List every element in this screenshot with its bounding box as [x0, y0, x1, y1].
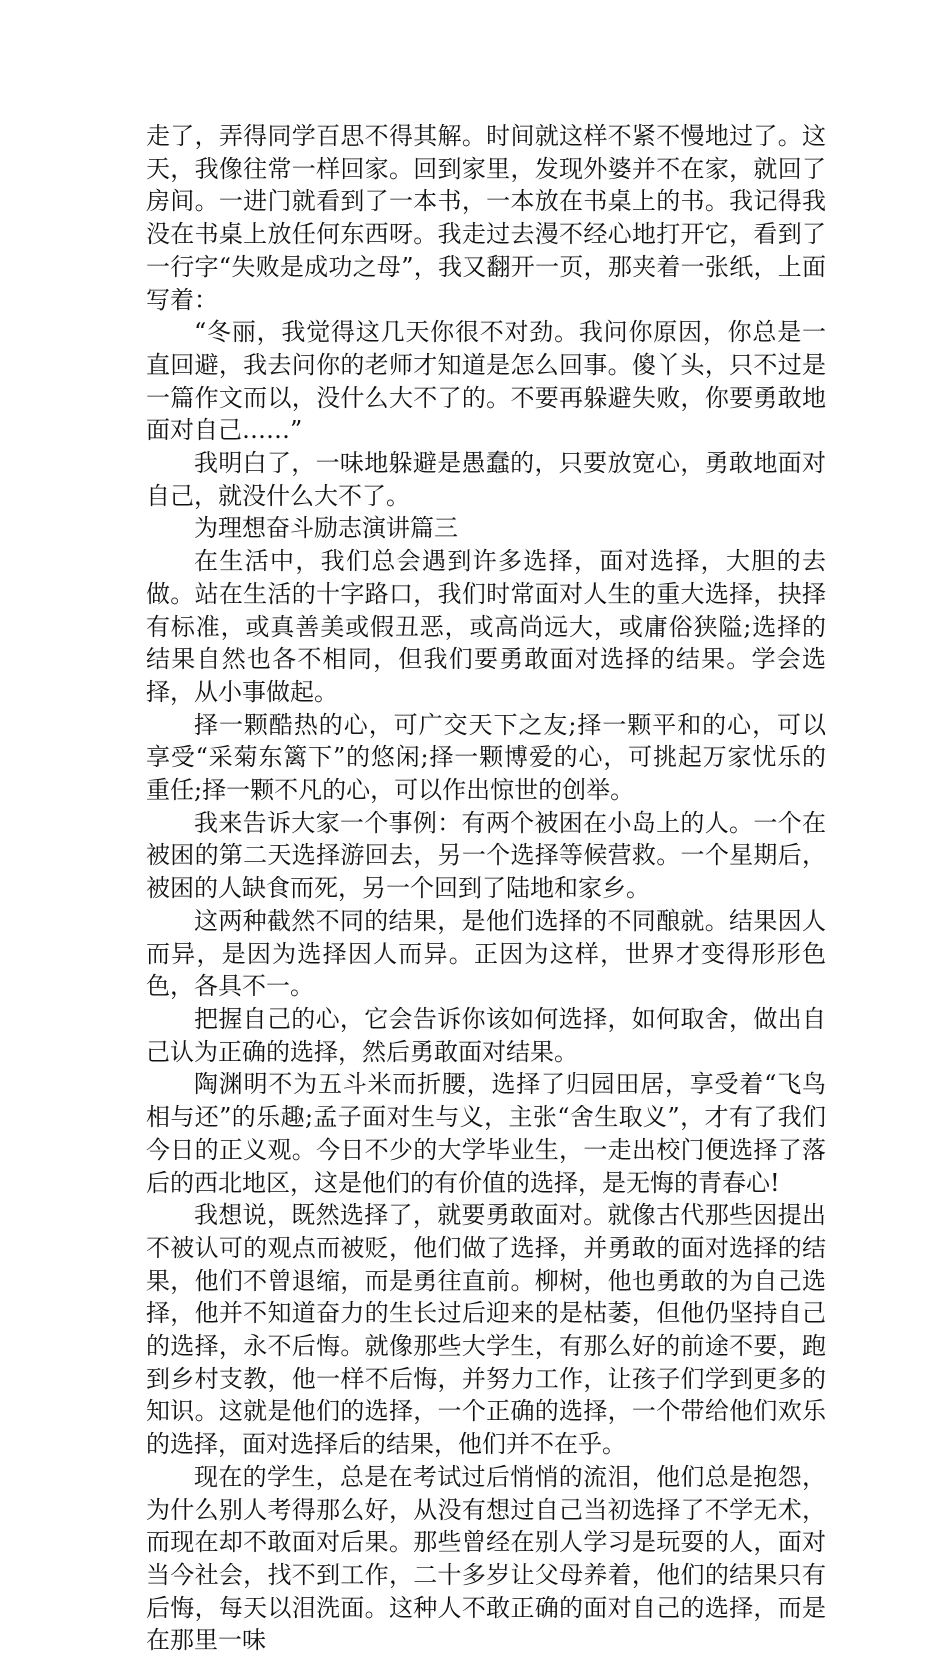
- paragraph: 择一颗酷热的心，可广交天下之友;择一颗平和的心，可以享受“采菊东篱下”的悠闲;择一颗博爱的心，可挑起万家忧乐的重任;择一颗不凡的心，可以作出惊世的创举。: [146, 710, 826, 805]
- paragraph: 走了，弄得同学百思不得其解。时间就这样不紧不慢地过了。这天，我像往常一样回家。回到家里，发现外婆并不在家，就回了房间。一进门就看到了一本书，一本放在书桌上的书。我记得我没在书桌上放任何东西呀。我走过去漫不经心地打开它，看到了一行字“失败是成功之母”，我又翻开一页，那夹着一张纸，上面写着：: [146, 122, 826, 314]
- paragraph: 这两种截然不同的结果，是他们选择的不同酿就。结果因人而异，是因为选择因人而异。正因为这样，世界才变得形形色色，各具不一。: [146, 906, 826, 1001]
- document-body: [146, 120, 826, 1657]
- paragraph: 我明白了，一味地躲避是愚蠢的，只要放宽心，勇敢地面对自己，就没什么大不了。: [146, 449, 826, 510]
- paragraph: “冬丽，我觉得这几天你很不对劲。我问你原因，你总是一直回避，我去问你的老师才知道是怎么回事。傻丫头，只不过是一篇作文而以，没什么大不了的。不要再躲避失败，你要勇敢地面对自己……”: [146, 318, 826, 445]
- section-heading: 为理想奋斗励志演讲篇三: [194, 514, 458, 543]
- paragraph: 陶渊明不为五斗米而折腰，选择了归园田居，享受着“飞鸟相与还”的乐趣;孟子面对生与义，主张“舍生取义”，才有了我们今日的正义观。今日不少的大学毕业生，一走出校门便选择了落后的西北地区，这是他们的有价值的选择，是无悔的青春心!: [146, 1070, 826, 1197]
- paragraph: 现在的学生，总是在考试过后悄悄的流泪，他们总是抱怨，为什么别人考得那么好，从没有想过自己当初选择了不学无术，而现在却不敢面对后果。那些曾经在别人学习是玩耍的人，面对当今社会，找不到工作，二十多岁让父母养着，他们的结果只有后悔，每天以泪洗面。这种人不敢正确的面对自己的选择，而是在那里一味: [146, 1462, 826, 1655]
- paragraph: 把握自己的心，它会告诉你该如何选择，如何取舍，做出自己认为正确的选择，然后勇敢面对结果。: [146, 1004, 826, 1066]
- paragraph: 我想说，既然选择了，就要勇敢面对。就像古代那些因提出不被认可的观点而被贬，他们做了选择，并勇敢的面对选择的结果，他们不曾退缩，而是勇往直前。柳树，他也勇敢的为自己选择，他并不知道奋力的生长过后迎来的是枯萎，但他仍坚持自己的选择，永不后悔。就像那些大学生，有那么好的前途不要，跑到乡村支教，他一样不后悔，并努力工作，让孩子们学到更多的知识。这就是他们的选择，一个正确的选择，一个带给他们欢乐的选择，面对选择后的结果，他们并不在乎。: [146, 1201, 826, 1459]
- paragraph: 我来告诉大家一个事例：有两个被困在小岛上的人。一个在被困的第二天选择游回去，另一个选择等候营救。一个星期后，被困的人缺食而死，另一个回到了陆地和家乡。: [146, 808, 826, 903]
- paragraph: 在生活中，我们总会遇到许多选择，面对选择，大胆的去做。站在生活的十字路口，我们时常面对人生的重大选择，抉择有标准，或真善美或假丑恶，或高尚远大，或庸俗狭隘;选择的结果自然也各不相同，但我们要勇敢面对选择的结果。学会选择，从小事做起。: [146, 547, 826, 706]
